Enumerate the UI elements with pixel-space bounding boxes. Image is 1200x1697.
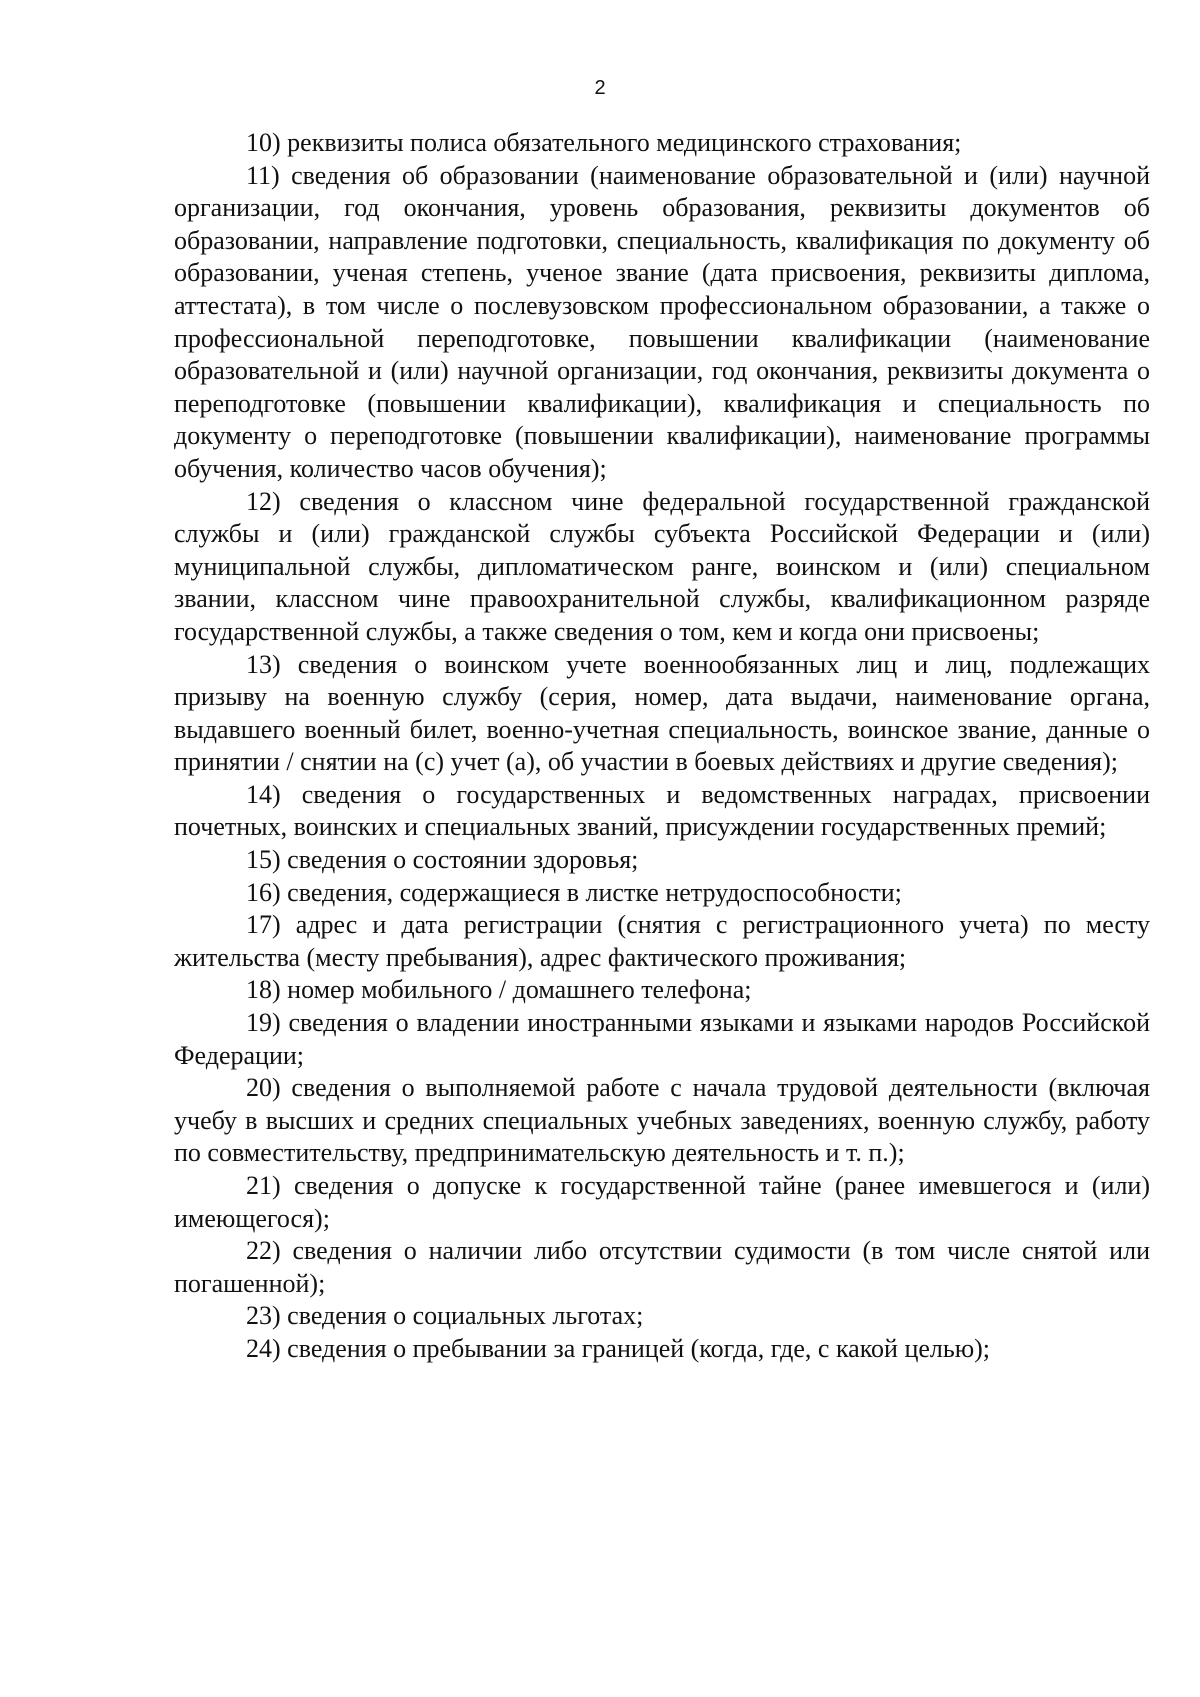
list-item-10: 10) реквизиты полиса обязательного медицинского страхования; — [246, 128, 962, 157]
list-item-13: 13) сведения о воинском учете военнообязанных лиц и лиц, подлежащих призыву на военную службу (серия, номер, дата выдачи, наименование органа, выдавшего военный билет, военно-учетная специальность, воинское звание, данные о принятии / снятии на (с) учет (а), об участии в боевых действиях и другие сведения); — [174, 649, 1150, 777]
list-item-23: 23) сведения о социальных льготах; — [246, 1301, 644, 1331]
list-item-15: 15) сведения о состоянии здоровья; — [246, 845, 639, 875]
list-item-21: 21) сведения о допуске к государственной тайне (ранее имевшегося и (или) имеющегося); — [174, 1171, 1150, 1233]
list-body — [174, 127, 1150, 1366]
list-item-20: 20) сведения о выполняемой работе с начала трудовой деятельности (включая учебу в высших и средних специальных учебных заведениях, военную службу, работу по совместительству, предпринимательскую деятельность и т. п.); — [174, 1073, 1150, 1168]
list-item-22: 22) сведения о наличии либо отсутствии судимости (в том числе снятой или погашенной); — [174, 1236, 1150, 1298]
page-number: 2 — [594, 77, 606, 99]
list-item-24: 24) сведения о пребывании за границей (когда, где, с какой целью); — [246, 1333, 991, 1363]
list-item-14: 14) сведения о государственных и ведомственных наградах, присвоении почетных, воинских и специальных званий, присуждении государственных премий; — [174, 779, 1150, 842]
list-item-16: 16) сведения, содержащиеся в листке нетрудоспособности; — [246, 877, 902, 907]
list-item-18: 18) номер мобильного / домашнего телефона; — [246, 975, 752, 1005]
list-item-19: 19) сведения о владении иностранными языками и языками народов Российской Федерации; — [174, 1008, 1150, 1070]
list-item-11: 11) сведения об образовании (наименование образовательной и (или) научной организации, год окончания, уровень образования, реквизиты документов об образовании, направление подготовки, специальность, квалификация по документу об образовании, ученая степень, ученое звание (дата присвоения, реквизиты диплома, аттестата), в том числе о послевузовском профессиональном образовании, а также о профессиональной переподготовке, повышении квалификации (наименование образовательной и (или) научной организации, год окончания, реквизиты документа о переподготовке (повышении квалификации), квалификация и специальность по документу о переподготовке (повышении квалификации), наименование программы обучения, количество часов обучения); — [174, 160, 1150, 483]
list-item-12: 12) сведения о классном чине федеральной государственной гражданской службы и (или) гражданской службы субъекта Российской Федерации и (или) муниципальной службы, дипломатическом ранге, воинском и (или) специальном звании, классном чине правоохранительной службы, квалификационном разряде государственной службы, а также сведения о том, кем и когда они присвоены; — [174, 486, 1150, 646]
list-item-17: 17) адрес и дата регистрации (снятия с регистрационного учета) по месту жительства (месту пребывания), адрес фактического проживания; — [174, 910, 1150, 972]
